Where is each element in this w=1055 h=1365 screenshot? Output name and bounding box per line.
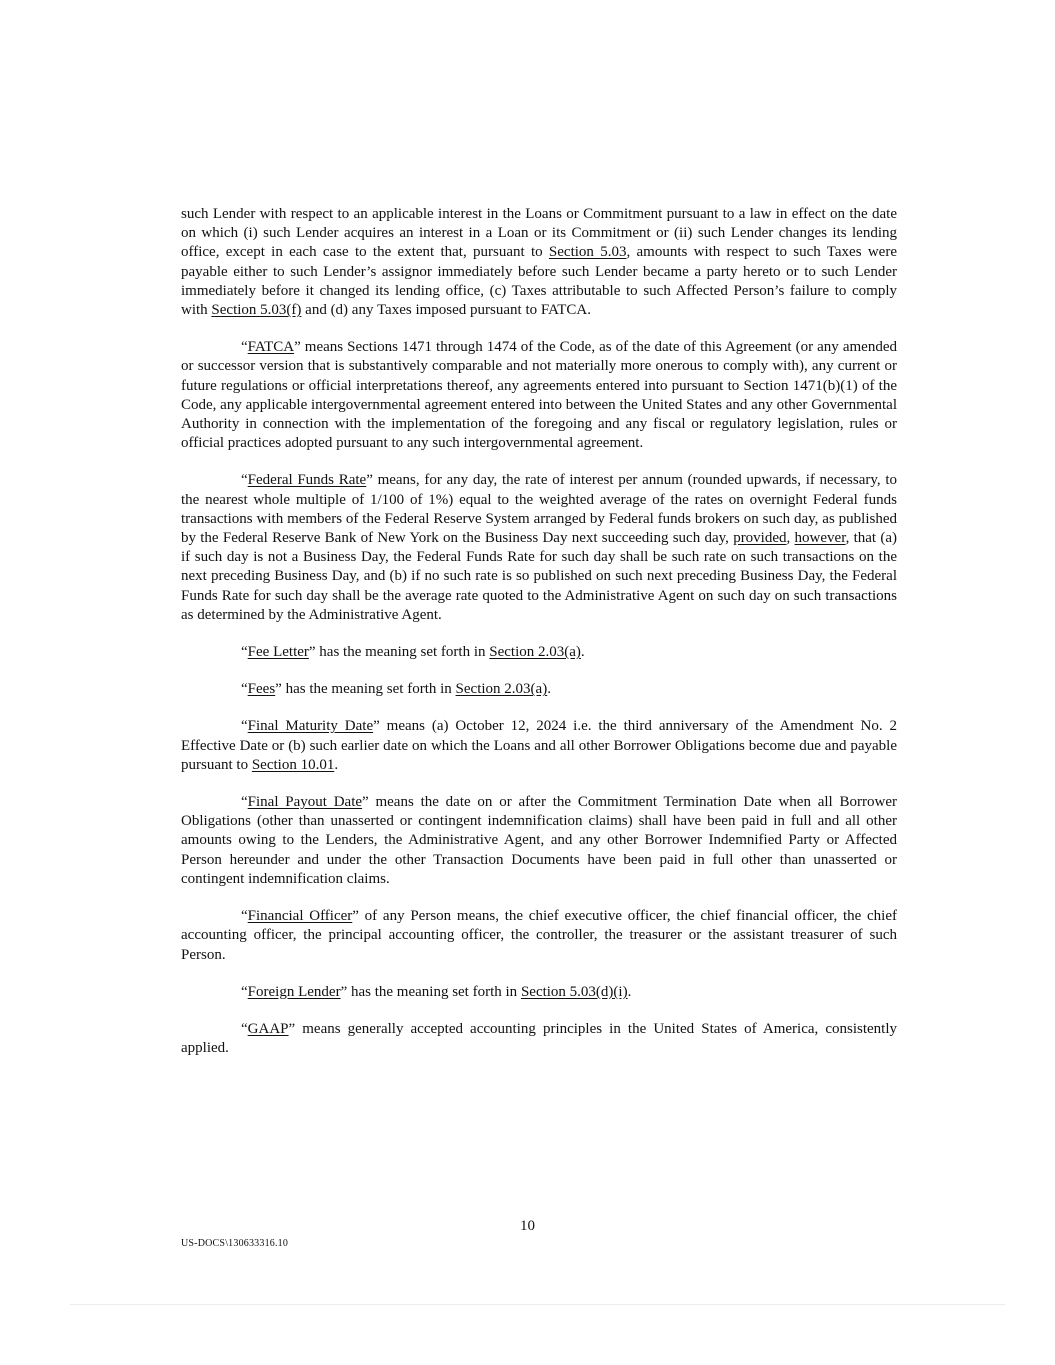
defined-term: Final Payout Date [247, 794, 363, 811]
definition-final-payout-date: “Final Payout Date” means the date on or after the Commitment Termination Date when all Borrower Obligations (other than unasserted or contingent indemnification claims) shall have been paid in full and all other amounts owing to the Lenders, the Administrative Agent, and any other Borrower Indemnified Party or Affected Person hereunder and under the other Transaction Documents have been paid in full other than unasserted or contingent indemnification claims. [181, 794, 897, 887]
definition-final-maturity-date: “Final Maturity Date” means (a) October 12, 2024 i.e. the third anniversary of the Amendment No. 2 Effective Date or (b) such earlier date on which the Loans and all other Borrower Obligations become due and payable pursuant to Section 10.01. [181, 718, 897, 773]
defined-term: Fee Letter [247, 644, 309, 661]
defined-term: GAAP [247, 1020, 289, 1037]
defined-term: Foreign Lender [247, 983, 341, 1000]
page-number: 10 [520, 1218, 535, 1234]
definition-federal-funds-rate: “Federal Funds Rate” means, for any day, the rate of interest per annum (rounded upwards, if necessary, to the nearest whole multiple of 1/100 of 1%) equal to the weighted average of the rates on overnight Federal funds transactions with members of the Federal Reserve System arranged by Federal funds brokers on such day, as published by the Federal Reserve Bank of New York on the Business Day next succeeding such day, provided, however, that (a) if such day is not a Business Day, the Federal Funds Rate for such day shall be such rate on such transactions on the next preceding Business Day, and (b) if no such rate is so published on such next preceding Business Day, the Federal Funds Rate for such day shall be the average rate quoted to the Administrative Agent on such day on such transactions as determined by the Administrative Agent. [181, 472, 898, 623]
definition-gaap: “GAAP” means generally accepted accounting principles in the United States of America, consistently applied. [181, 1020, 897, 1057]
definition-fatca: “FATCA” means Sections 1471 through 1474 of the Code, as of the date of this Agreement (or any amended or successor version that is substantively comparable and not materially more onerous to comply with), any current or future regulations or official interpretations thereof, any agreements entered into pursuant to Section 1471(b)(1) of the Code, any applicable intergovernmental agreement entered into between the United States and any other Governmental Authority in connection with the implementation of the foregoing and any fiscal or regulatory legislation, rules or official practices adopted pursuant to any such intergovernmental agreement. [181, 339, 897, 452]
document-body [181, 205, 897, 1076]
section-reference: Section 5.03 [548, 244, 627, 261]
paragraph-continuation: such Lender with respect to an applicable interest in the Loans or Commitment pursuant to a law in effect on the date on which (i) such Lender acquires an interest in a Loan or its Commitment or (ii) such Lender changes its lending office, except in each case to the extent that, pursuant to Section 5.03, amounts with respect to such Taxes were payable either to such Lender’s assignor immediately before such Lender became a party hereto or to such Lender immediately before it changed its lending office, (c) Taxes attributable to such Affected Person’s failure to comply with Section 5.03(f) and (d) any Taxes imposed pursuant to FATCA. [181, 206, 897, 319]
defined-term: Final Maturity Date [247, 718, 374, 735]
section-reference: Section 10.01 [251, 756, 335, 773]
section-reference: Section 5.03(f) [211, 302, 302, 319]
section-reference: Section 5.03(d)(i) [520, 983, 628, 1000]
defined-term: Fees [247, 681, 276, 698]
definition-foreign-lender: “Foreign Lender” has the meaning set forth in Section 5.03(d)(i). [241, 983, 632, 1000]
section-reference: Section 2.03(a) [455, 681, 548, 698]
document-id: US-DOCS\130633316.10 [181, 1238, 289, 1249]
emphasis-term: provided [733, 530, 787, 547]
definition-fees: “Fees” has the meaning set forth in Section 2.03(a). [241, 681, 551, 698]
emphasis-term: however [794, 530, 846, 547]
section-reference: Section 2.03(a) [489, 644, 581, 661]
page-bottom-divider [70, 1304, 1005, 1305]
defined-term: FATCA [247, 339, 295, 356]
definition-fee-letter: “Fee Letter” has the meaning set forth in Section 2.03(a). [241, 644, 585, 661]
defined-term: Federal Funds Rate [247, 472, 367, 489]
defined-term: Financial Officer [247, 908, 353, 925]
definition-financial-officer: “Financial Officer” of any Person means, the chief executive officer, the chief financial officer, the chief accounting officer, the principal accounting officer, the controller, the treasurer or the assistant treasurer of such Person. [181, 908, 897, 963]
